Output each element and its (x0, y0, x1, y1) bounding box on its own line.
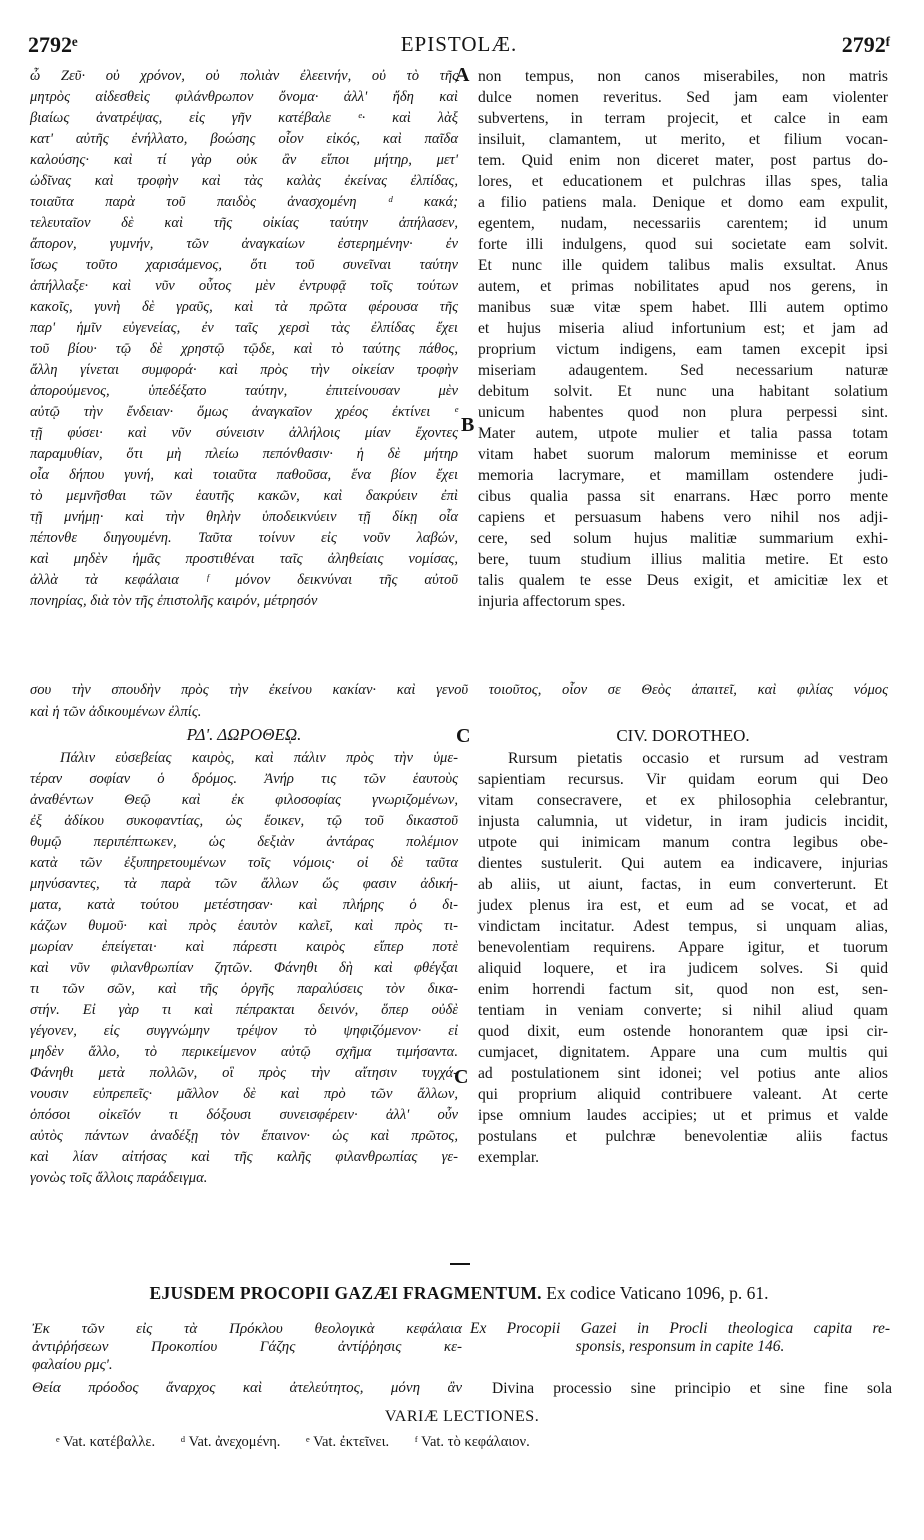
text-line: παραμυθίαν, ὅτι μὴ πλείω πεπόνθασιν· ἡ δὲ μήτηρ (30, 446, 458, 462)
subtitle-line: Ex Procopii Gazei in Procli theologica capita re- (470, 1320, 890, 1337)
text-line: bere, tuum studium illius malitia metire. Et esto (478, 551, 888, 568)
margin-marker-b: B (461, 414, 475, 436)
text-line: καὶ λίαν αἰτήσας καὶ τῆς καλῆς φιλανθρωπίας γε- (30, 1149, 458, 1165)
text-line: θυμῷ περιπέπτωκεν, ὡς δεξιὰν ἀντάρας πολέμιον (30, 834, 458, 850)
text-line: κατ' αὐτῆς ἐνήλλατο, βοώσης οἷον εἰκός, καὶ παῖδα (30, 131, 458, 147)
text-line: ἀλλὰ τὰ κεφάλαια ᶠ μόνον δεικνύναι τῆς αὐτοῦ (30, 572, 458, 588)
variae-lectiones-notes (56, 1434, 896, 1451)
text-line: ἀπήλλαξε· καὶ νῦν οὗτος μὲν ἐντρυφᾷ τοῖς τούτων (30, 278, 458, 294)
greek-full-width-line: σου τὴν σπουδὴν πρὸς τὴν ἐκείνου κακίαν· καὶ γενοῦ τοιοῦτος, οἷον σε Θεὸς ἀπαιτεῖ, καὶ φιλίας νόμος (30, 682, 888, 698)
latin-column-bottom (478, 748, 888, 1168)
text-line: ματα, κατὰ τούτου μετέστησαν· καὶ πλήρης ὁ δι- (30, 897, 458, 913)
text-line: benevolentiam requirens. Appare igitur, et tuorum (478, 939, 888, 956)
text-line: cere, sed solum hujus malitiæ summarium exhi- (478, 530, 888, 547)
page-header (28, 32, 890, 60)
text-line: memoria lacrymare, et mamillam ostendere judi- (478, 467, 888, 484)
text-line: proprium victum indigens, eam tamen excepit ipsi (478, 341, 888, 358)
text-line: Φάνηθι μετὰ πολλῶν, οἳ πρὸς τὴν αἴτησιν τυγχά- (30, 1065, 458, 1081)
variant-note: ᵉ Vat. κατέβαλλε. (56, 1434, 156, 1450)
variae-lectiones-title: VARIÆ LECTIONES. (384, 1408, 540, 1425)
margin-marker-c1: C (456, 725, 471, 747)
text-line: αὐτὸς πάντων ἀναδέξῃ τὸν ἔπαινον· ὡς καὶ πρῶτος, (30, 1128, 458, 1144)
text-line: lores, et educationem et pulchras illas spes, talia (478, 173, 888, 190)
text-line: tentiam in veniam converte; si nihil aliud quam (478, 1002, 888, 1019)
text-line: μηδὲν ἄλλο, τὸ περικείμενον αὐτῷ σχῆμα τιμήσαντα. (30, 1044, 458, 1060)
text-line: enim horrendi factum sit, quod non est, sen- (478, 981, 888, 998)
text-line: τέραν σοφίαν ὁ δρόμος. Ἀνήρ τις τῶν ἑαυτοὺς (30, 771, 458, 787)
text-line: vitam habet suorum malorum meminisse et eorum (478, 446, 888, 463)
text-line: τοῦ βίου· τῷ δὲ χρηστῷ τῷδε, καὶ τὸ ταύτης πάθος, (30, 341, 458, 357)
text-line: quod dixit, eum ostende honorantem quæ ipsi cir- (478, 1023, 888, 1040)
text-line: subvertens, in terram projecit, et calce in eam (478, 110, 888, 127)
text-line: ὁπόσοι οἰκεῖόν τι δόξουσι συνεισφέρειν· ἀλλ' οὖν (30, 1107, 458, 1123)
text-line: νουσιν εὐπρεπεῖς· μᾶλλον δὲ καὶ πρὸ τῶν ἄλλων, (30, 1086, 458, 1102)
variant-note: ᶠ Vat. τὸ κεφάλαιον. (414, 1434, 530, 1450)
fragment-title-source: Ex codice Vaticano 1096, p. 61. (541, 1283, 769, 1303)
text-line: ad postulationem sint idonei; vel potius ante alios (478, 1065, 888, 1082)
text-line: forte illi indulgens, quod sui societate eam solvit. (478, 236, 888, 253)
subtitle-line: φαλαίου ρμς'. (32, 1357, 113, 1373)
text-line: a filio patiens mala. Denique et domo eam expulit, (478, 194, 888, 211)
text-line: unicum habentes quod non plura perpessi sint. (478, 404, 888, 421)
running-title: EPISTOLÆ. (400, 32, 518, 56)
text-line: Mater autem, utpote mulier et talia passa totam (478, 425, 888, 442)
fragment-latin-text: Divina processio sine principio et sine fine sola (492, 1380, 892, 1397)
text-line: egentem, nudam, necessariis carentem; id unum (478, 215, 888, 232)
variant-note: ᵈ Vat. ἀνεχομένη. (180, 1434, 281, 1450)
text-line: τελευταῖον δὲ καὶ τῆς οἰκίας ταύτην ἀπήλασεν, (30, 215, 458, 231)
text-line: στήν. Εἰ γὰρ τι καὶ πέπρακται δεινόν, ὅπερ οὐδὲ (30, 1002, 458, 1018)
text-line: γέγονεν, εἰς συγγνώμην τρέψον τὸ ψηφιζόμενον· εἰ (30, 1023, 458, 1039)
text-line: καλούσης· καὶ τί γὰρ οὐκ ἂν εἴποι μήτηρ, μετ' (30, 152, 458, 168)
text-line: dulce nomen reveritus. Sed jam eam violenter (478, 89, 888, 106)
text-line: κακοῖς, γυνὴ δὲ γραῦς, καὶ τὰ πρῶτα φέρουσα τῆς (30, 299, 458, 315)
text-line: γονὼς τοῖς ἄλλοις παράδειγμα. (30, 1170, 208, 1186)
text-line: judex plenus ira est, et eum ad se vocat, et ad (478, 897, 888, 914)
text-line: non tempus, non canos miserabiles, non matris (478, 68, 888, 85)
text-line: μωρίαν ἐπείγεται· καὶ πάρεστι καιρὸς εἴπερ ποτὲ (30, 939, 458, 955)
section-divider (450, 1263, 470, 1265)
text-line: exemplar. (478, 1149, 540, 1166)
text-line: τῇ φύσει· καὶ νῦν σύνεισιν ἀλλήλοις μίαν ἔχοντες (30, 425, 458, 441)
text-line: Rursum pietatis occasio et rursum ad vestram (508, 750, 888, 767)
text-line: sapientiam recursus. Vir quidam eorum qui Deo (478, 771, 888, 788)
text-line: Et nunc ille quidem talibus malis exsultat. Anus (478, 257, 888, 274)
page-number-right: 2792ᶠ (841, 32, 890, 57)
text-line: κάζων θυμοῦ· καὶ πρὸς ἑαυτὸν καλεῖ, καὶ πρὸς τι- (30, 918, 458, 934)
text-line: ipse omnium laudes accipies; ut et primus et valde (478, 1107, 888, 1124)
greek-column-bottom (30, 748, 458, 1189)
text-line: qui proprium aliquid contribuere valeant. At certe (478, 1086, 888, 1103)
margin-marker-c2: C (454, 1066, 469, 1088)
subtitle-line: ἀντιῤῥήσεων Προκοπίου Γάζης ἀντίῤῥησις κε- (32, 1339, 462, 1355)
subtitle-line: sponsis, responsum in capite 146. (575, 1338, 785, 1355)
text-line: miseriam adaugentem. Sed necessarium naturæ (478, 362, 888, 379)
text-line: ἐξ ἀδίκου συκοφαντίας, ὡς ἔοικεν, τῷ τοῦ δικαστοῦ (30, 813, 458, 829)
text-line: ἀπορούμενος, ὑπεδέξατο ταύτην, ἐπιτείνουσαν μὲν (30, 383, 458, 399)
text-line: ἄπορον, γυμνήν, τῶν ἀναγκαίων ἐστερημένην· ἐν (30, 236, 458, 252)
text-line: injuria affectorum spes. (478, 593, 626, 610)
fragment-latin-subtitle (470, 1320, 890, 1356)
text-line: talis qualem te esse Deus exigit, et amicitiæ lex et (478, 572, 888, 589)
text-line: vindictam incitatur. Adest tempus, si unquam alias, (478, 918, 888, 935)
text-line: πέπονθε διηγουμένη. Ταῦτα τοίνυν εἰς νοῦν λαβών, (30, 530, 458, 546)
text-line: Πάλιν εὐσεβείας καιρὸς, καὶ πάλιν πρὸς τὴν ὑμε- (60, 750, 458, 766)
text-line: insiluit, clamantem, ut merito, et filium vocan- (478, 131, 888, 148)
latin-section-title: CIV. DOROTHEO. (616, 726, 750, 745)
text-line: debitum solvit. Et nunc una habitant solatium (478, 383, 888, 400)
text-line: κατὰ τῶν ἐξυπηρετουμένων τοῖς νόμοις· οἱ δὲ ταῦτα (30, 855, 458, 871)
text-line: vitam consecravere, et ex philosophia celebrantur, (478, 792, 888, 809)
text-line: τι τῶν σῶν, καὶ τῆς ὀργῆς παραλύσεις τὸν δικα- (30, 981, 458, 997)
greek-closing-line: καὶ ἡ τῶν ἀδικουμένων ἐλπίς. (30, 704, 202, 720)
subtitle-line: Ἐκ τῶν εἰς τὰ Πρόκλου θεολογικὰ κεφάλαια (32, 1321, 462, 1337)
text-line: tem. Quid enim non diceret mater, post partus do- (478, 152, 888, 169)
text-line: cibus qualia passa sit enarrans. Hæc porro mente (478, 488, 888, 505)
text-line: ἄλλη γίνεται συμφορά· καὶ πρὸς τὴν οἰκείαν τροφὴν (30, 362, 458, 378)
text-line: τοιαῦτα παρὰ τοῦ παιδὸς ἀνασχομένη ᵈ κακά; (30, 194, 458, 210)
margin-marker-a: A (455, 64, 470, 86)
text-line: οἷα δήπου γυνή, καὶ τοιαῦτα παθοῦσα, ἕνα βίον ἔχει (30, 467, 458, 483)
text-line: ἀναθέντων Θεῷ καὶ ἐκ φιλοσοφίας γνωριζομένων, (30, 792, 458, 808)
text-line: παρ' ἡμῖν εὐγενείας, ἐν ταῖς χερσὶ τὰς ἐλπίδας ἔχει (30, 320, 458, 336)
page-number-left: 2792ᵉ (28, 32, 78, 57)
fragment-greek-text: Θεία πρόοδος ἄναρχος καὶ ἀτελεύτητος, μόνη ἂν (32, 1380, 462, 1396)
greek-section-title: ΡΔ'. ΔΩΡΟΘΕῼ. (186, 725, 302, 744)
text-line: manibus suæ vitæ spem habet. Illi autem optimo (478, 299, 888, 316)
text-line: dientes sustulerit. Qui autem ea indicavere, injurias (478, 855, 888, 872)
fragment-title-caps: EJUSDEM PROCOPII GAZÆI FRAGMENTUM. (149, 1283, 542, 1303)
text-line: cumjacet, dignitatem. Appare una cum multis qui (478, 1044, 888, 1061)
text-line: καὶ μηδὲν ἡμᾶς προστιθέναι ταῖς ἀληθείαις νομίσας, (30, 551, 458, 567)
text-line: βιαίως ἀνατρέψας, εἰς γῆν κατέβαλε ᵉ· καὶ λὰξ (30, 110, 458, 126)
greek-column-top (30, 66, 458, 612)
text-line: πονηρίας, διὰ τὸν τῆς ἐπιστολῆς καιρόν, μέτρησόν (30, 593, 318, 609)
text-line: τὸ μεμνῆσθαι τῶν ἑαυτῆς κακῶν, καὶ δακρύειν ἐπὶ (30, 488, 458, 504)
variant-note: ᵉ Vat. ἐκτεῖνει. (306, 1434, 390, 1450)
text-line: aliquid loquere, et ira judicem solves. Si quid (478, 960, 888, 977)
fragment-title (30, 1283, 888, 1304)
latin-column-top (478, 66, 888, 612)
text-line: ἴσως τοῦτο χαρισάμενος, ὅτι τοῦ συνεῖναι ταύτην (30, 257, 458, 273)
fragment-greek-subtitle (32, 1320, 462, 1374)
text-line: et hujus miseria aliud infortunium est; et jam ad (478, 320, 888, 337)
text-line: injusta calumnia, ut videtur, in iram judicis incidit, (478, 813, 888, 830)
text-line: καὶ νῦν φιλανθρωπίαν ζητῶν. Φάνηθι δὴ καὶ φθέγξαι (30, 960, 458, 976)
text-line: utpote qui inimicam manum contra legibus obe- (478, 834, 888, 851)
text-line: autem, et primas nobilitates apud nos gerens, in (478, 278, 888, 295)
text-line: capiens et persuasum habens vero nihil nos adji- (478, 509, 888, 526)
text-line: αὐτῷ τὴν ἔνδειαν· ὅμως ἀναγκαῖον χρέος ἐκτίνει ᵉ (30, 404, 458, 420)
text-line: ab aliis, ut aiunt, factas, in eum converterunt. Et (478, 876, 888, 893)
text-line: postulans et pulchræ benevolentiæ aliis factus (478, 1128, 888, 1145)
text-line: ὠδῖνας καὶ τροφὴν καὶ τὰς καλὰς ἐκείνας ἐλπίδας, (30, 173, 458, 189)
text-line: τῇ μνήμῃ· καὶ τὴν θηλὴν ὑποδεικνύειν τῇ δίκῃ οἷα (30, 509, 458, 525)
text-line: μητρὸς αἰδεσθεὶς φιλάνθρωπον ὄνομα· ἀλλ' ἤδη καὶ (30, 89, 458, 105)
text-line: ὦ Ζεῦ· οὐ χρόνον, οὐ πολιὰν ἐλεεινήν, οὐ τὸ τῆς (30, 68, 458, 84)
text-line: μηνύσαντες, τὰ παρὰ τῶν ἄλλων ὥς φασιν ἀδική- (30, 876, 458, 892)
